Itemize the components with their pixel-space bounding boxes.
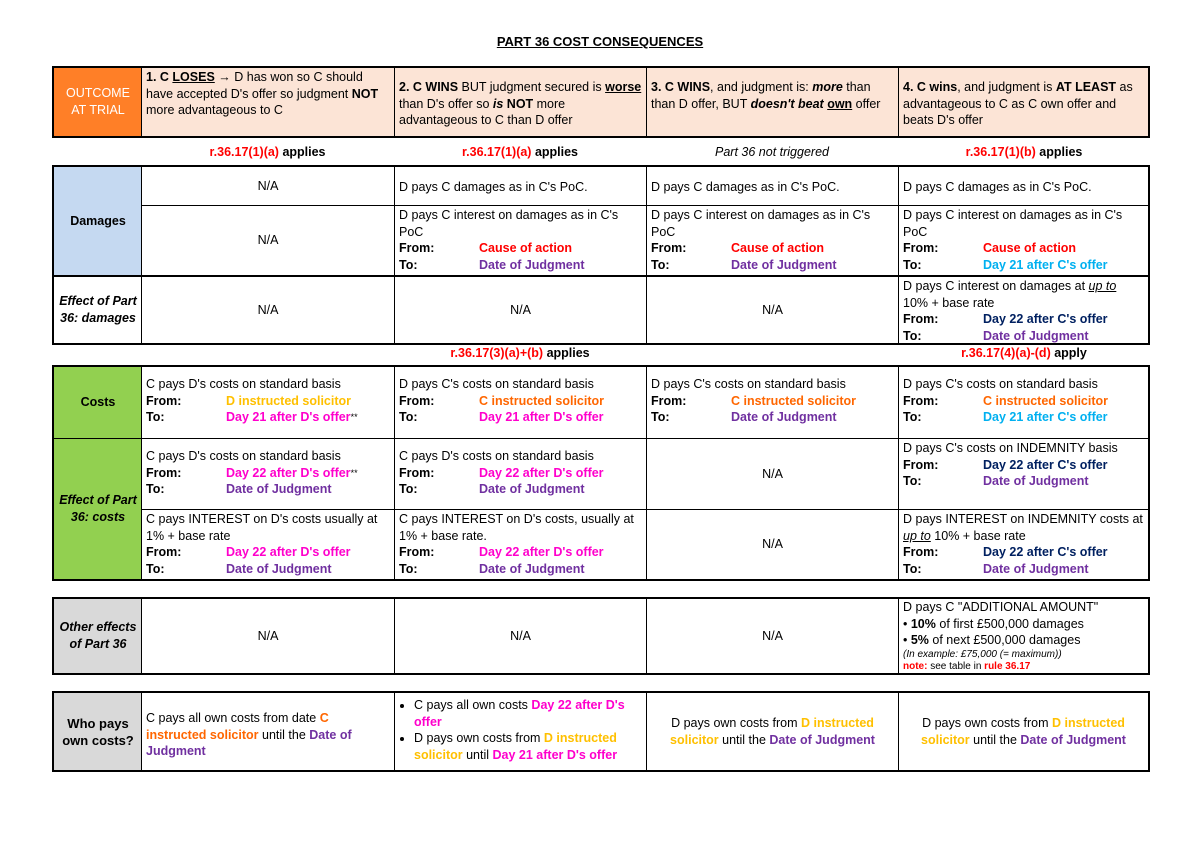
effect-costs-4a: D pays C's costs on INDEMNITY basis From: Day 22 after C's offer To: Date of Judgment (898, 438, 1150, 509)
rule-ref-2: r.36.17(1)(a) applies (461, 145, 579, 159)
who-pays-2 (394, 691, 646, 772)
other-effects-2: N/A (394, 597, 646, 675)
who-pays-1: C pays all own costs from date C instructed solicitor until the Date of Judgment (141, 691, 394, 772)
effect-damages-4: D pays C interest on damages at up to 10% + base rate From: Day 22 after C's offer To: Date of Judgment (898, 277, 1150, 345)
effect-costs-1b: C pays INTEREST on D's costs usually at 1% + base rate From: Day 22 after D's offer To: Date of Judgment (141, 509, 394, 581)
rule-ref-3: Part 36 not triggered (715, 145, 829, 159)
damages-4a: D pays C damages as in C's PoC. (898, 165, 1150, 205)
who-pays-3: D pays own costs from D instructed solicitor until the Date of Judgment (646, 691, 898, 772)
costs-1: C pays D's costs on standard basis From: D instructed solicitor To: Day 21 after D's offer ** (141, 365, 394, 438)
outcome-3-header: 3. C WINS, and judgment is: more than than D offer, BUT doesn't beat own offer (646, 66, 898, 138)
damages-2b: D pays C interest on damages as in C's PoC From: Cause of action To: Date of Judgment (394, 205, 646, 277)
costs-label: Costs (52, 365, 142, 438)
damages-3a: D pays C damages as in C's PoC. (646, 165, 898, 205)
damages-2a: D pays C damages as in C's PoC. (394, 165, 646, 205)
who-pays-4: D pays own costs from D instructed solicitor until the Date of Judgment (898, 691, 1150, 772)
costs-3: D pays C's costs on standard basis From: C instructed solicitor To: Date of Judgment (646, 365, 898, 438)
outcome-1-header: 1. C LOSES → D has won so C should have accepted D's offer so judgment NOT more advantageous to C (141, 66, 394, 138)
damages-1b: N/A (141, 205, 394, 277)
rule-ref-4: r.36.17(1)(b) applies (965, 145, 1083, 159)
rule-ref-1: r.36.17(1)(a) applies (209, 145, 326, 159)
effect-damages-label: Effect of Part 36: damages (52, 277, 142, 345)
outcome-4-header: 4. C wins, and judgment is AT LEAST as advantageous to C as C own offer and beats D's offer (898, 66, 1150, 138)
outcome-2-header: 2. C WINS BUT judgment secured is worse than D's offer so is NOT more advantageous to C than D offer (394, 66, 646, 138)
damages-4b: D pays C interest on damages as in C's PoC From: Cause of action To: Day 21 after C's offer (898, 205, 1150, 277)
costs-2: D pays C's costs on standard basis From: C instructed solicitor To: Day 21 after D's offer (394, 365, 646, 438)
damages-1a: N/A (141, 165, 394, 205)
effect-costs-2b: C pays INTEREST on D's costs, usually at 1% + base rate. From: Day 22 after D's offer To: Date of Judgment (394, 509, 646, 581)
effect-costs-2a: C pays D's costs on standard basis From: Day 22 after D's offer To: Date of Judgment (394, 438, 646, 509)
costs-4: D pays C's costs on standard basis From: C instructed solicitor To: Day 21 after C's offer (898, 365, 1150, 438)
damages-label: Damages (52, 165, 142, 277)
other-effects-1: N/A (141, 597, 394, 675)
page-title: PART 36 COST CONSEQUENCES (496, 34, 704, 49)
rule-ref-costs-4: r.36.17(4)(a)-(d) apply (961, 346, 1087, 360)
damages-3b: D pays C interest on damages as in C's PoC From: Cause of action To: Date of Judgment (646, 205, 898, 277)
effect-costs-label: Effect of Part 36: costs (52, 438, 142, 581)
other-effects-label: Other effects of Part 36 (52, 597, 142, 675)
who-pays-label: Who pays own costs? (52, 691, 142, 772)
effect-costs-3b: N/A (646, 509, 898, 581)
effect-costs-1a: C pays D's costs on standard basis From: Day 22 after D's offer ** To: Date of Judgment (141, 438, 394, 509)
effect-costs-4b: D pays INTEREST on INDEMNITY costs at up to 10% + base rate From: Day 22 after C's offer To: Date of Judgment (898, 509, 1150, 581)
effect-costs-3a: N/A (646, 438, 898, 509)
outcome-header: OUTCOME AT TRIAL (52, 66, 142, 138)
rule-ref-costs-2: r.36.17(3)(a)+(b) applies (450, 346, 590, 360)
other-effects-3: N/A (646, 597, 898, 675)
who-pays-2-item: • C pays all own costs Day 22 after D's offer (414, 697, 642, 730)
other-effects-4: D pays C "ADDITIONAL AMOUNT" • 10% of first £500,000 damages • 5% of next £500,000 damages (In example: £75,000 (= maximum)) note: see table in rule 36.17 (898, 597, 1150, 675)
who-pays-2-item: • D pays own costs from D instructed solicitor until Day 21 after D's offer (414, 730, 642, 763)
effect-damages-3: N/A (646, 277, 898, 345)
effect-damages-1: N/A (141, 277, 394, 345)
effect-damages-2: N/A (394, 277, 646, 345)
